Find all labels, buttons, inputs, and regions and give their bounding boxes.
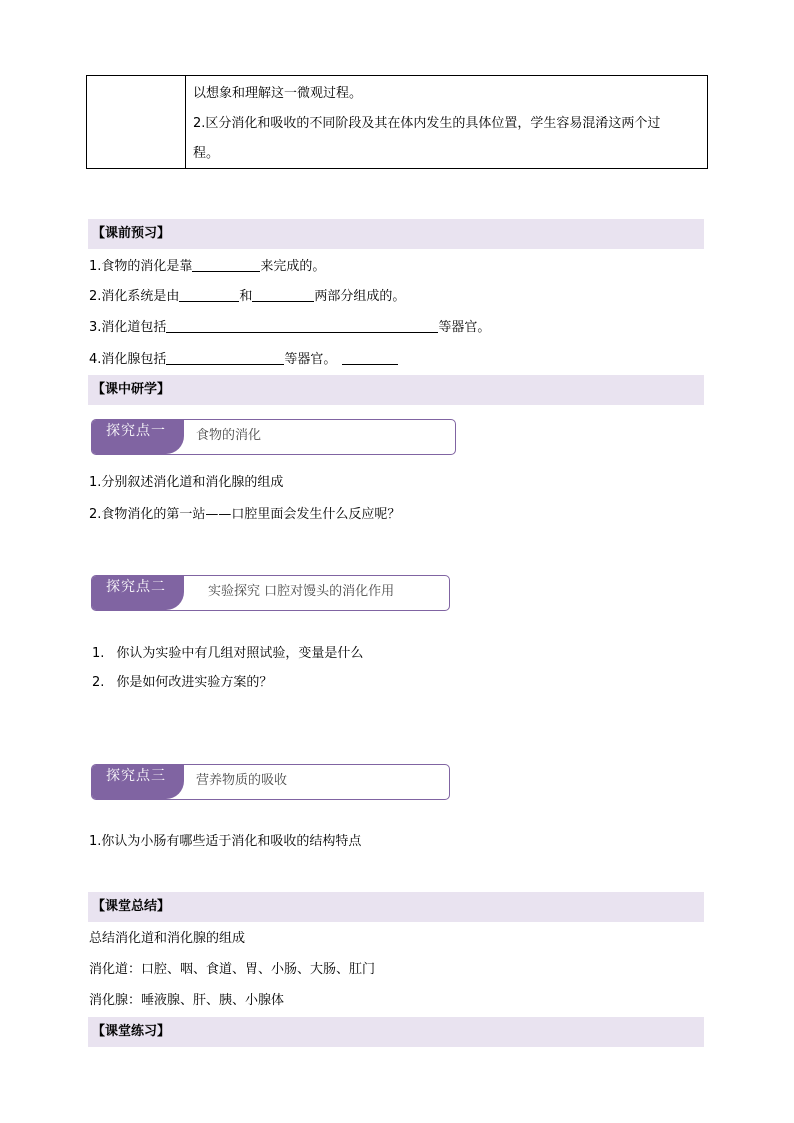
summary-header: 【课堂总结】 <box>92 899 171 914</box>
inquiry-topic: 食物的消化 <box>196 428 262 443</box>
summary-line-1: 总结消化道和消化腺的组成 <box>89 931 246 946</box>
table-line-1: 以想象和理解这一微观过程。 <box>193 86 363 101</box>
practice-header: 【课堂练习】 <box>92 1024 171 1039</box>
blank-field[interactable] <box>342 351 398 365</box>
preview-header-bar <box>88 219 704 249</box>
preview-question-4: 4.消化腺包括 等器官。 <box>89 351 398 368</box>
study-header: 【课中研学】 <box>92 382 171 397</box>
table-line-2: 2.区分消化和吸收的不同阶段及其在体内发生的具体位置，学生容易混淆这两个过 <box>193 116 661 131</box>
blank-field[interactable] <box>179 288 239 302</box>
point1-question-2: 2.食物消化的第一站——口腔里面会发生什么反应呢？ <box>89 507 401 522</box>
inquiry-point-1-tag <box>91 419 456 455</box>
preview-question-1: 1.食物的消化是靠 来完成的。 <box>89 259 326 274</box>
point2-question-2: 2. 你是如何改进实验方案的？ <box>92 675 273 690</box>
blank-field[interactable] <box>252 288 314 302</box>
inquiry-badge: 探究点三 <box>92 765 184 799</box>
preview-header: 【课前预习】 <box>92 226 171 241</box>
point2-question-1: 1. 你认为实验中有几组对照试验，变量是什么 <box>92 646 364 661</box>
inquiry-topic: 实验探究 口腔对馒头的消化作用 <box>208 584 395 599</box>
study-header-bar <box>88 375 704 405</box>
point1-question-1: 1.分别叙述消化道和消化腺的组成 <box>89 475 284 490</box>
inquiry-topic: 营养物质的吸收 <box>196 773 288 788</box>
table-line-3: 程。 <box>193 146 220 161</box>
objectives-table <box>86 75 708 169</box>
table-column-divider <box>185 76 186 168</box>
inquiry-badge: 探究点二 <box>92 576 184 610</box>
summary-header-bar <box>88 892 704 922</box>
practice-header-bar <box>88 1017 704 1047</box>
inquiry-point-3-tag <box>91 764 450 800</box>
blank-field[interactable] <box>192 258 260 272</box>
inquiry-badge: 探究点一 <box>92 420 184 454</box>
blank-field[interactable] <box>166 351 284 365</box>
inquiry-point-2-tag <box>91 575 450 611</box>
preview-question-3: 3.消化道包括 等器官。 <box>89 320 491 335</box>
point3-question-1: 1.你认为小肠有哪些适于消化和吸收的结构特点 <box>89 834 362 849</box>
summary-line-2: 消化道：口腔、咽、食道、胃、小肠、大肠、肛门 <box>89 962 376 977</box>
summary-line-3: 消化腺：唾液腺、肝、胰、小腺体 <box>89 993 285 1008</box>
preview-question-2: 2.消化系统是由 和 两部分组成的。 <box>89 289 406 304</box>
blank-field[interactable] <box>166 319 438 333</box>
